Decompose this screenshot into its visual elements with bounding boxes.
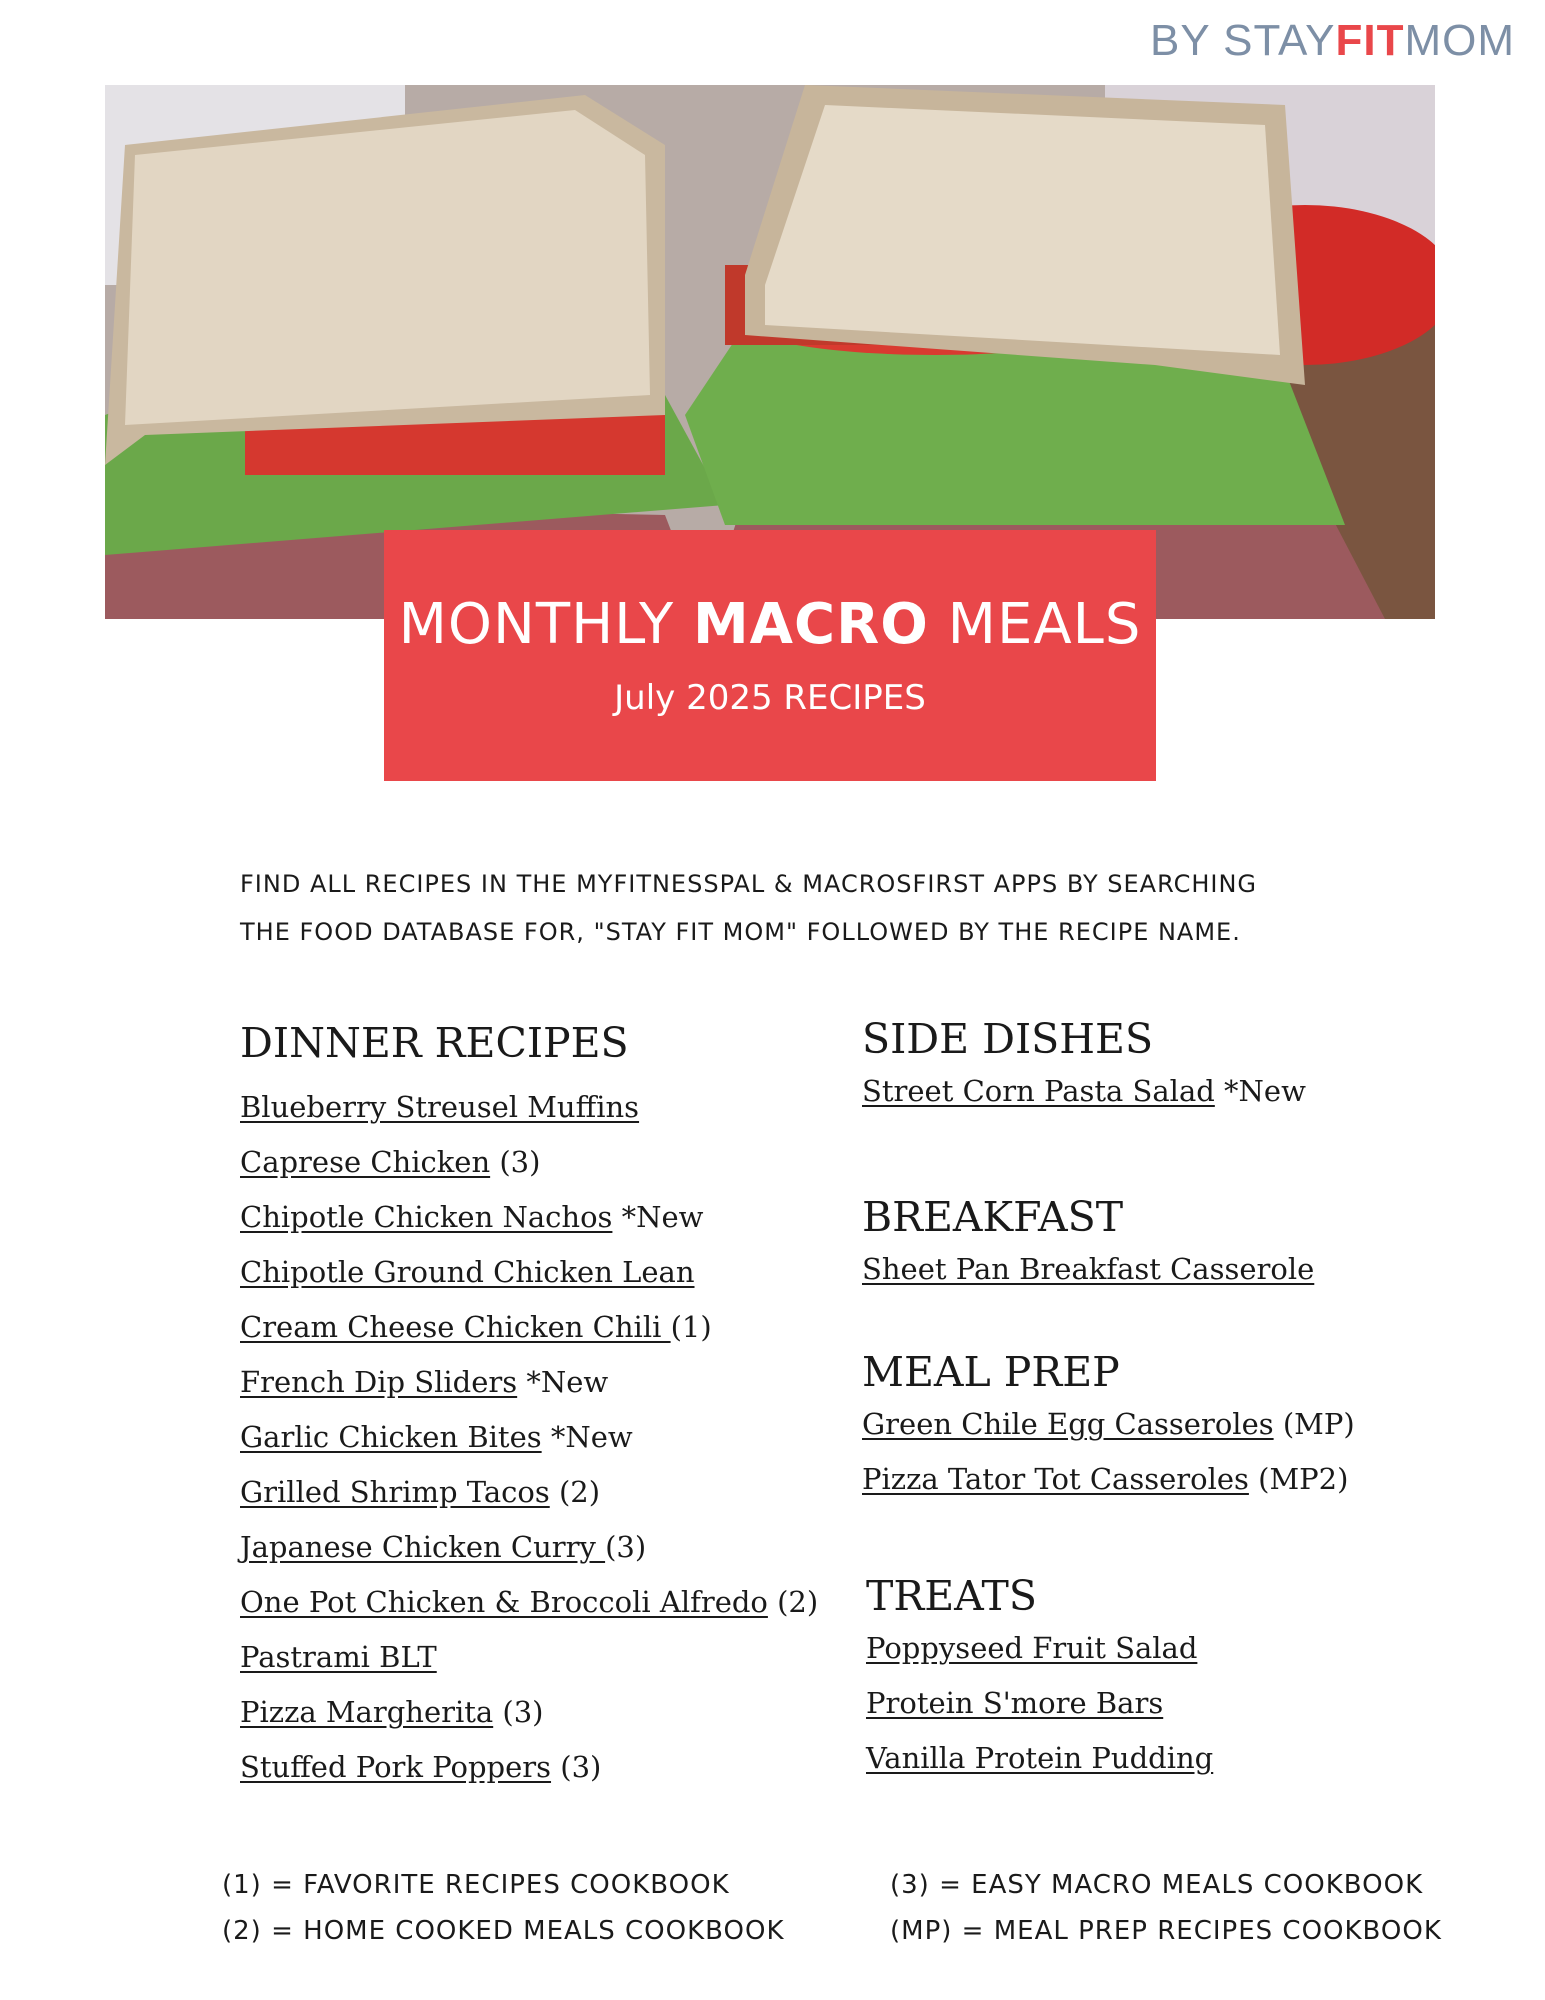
recipe-item — [240, 1740, 818, 1795]
recipe-link[interactable]: Sheet Pan Breakfast Casserole — [862, 1252, 1315, 1286]
recipe-link[interactable]: Japanese Chicken Curry — [240, 1530, 606, 1564]
recipe-item — [866, 1621, 1213, 1676]
recipe-link[interactable]: Poppyseed Fruit Salad — [866, 1631, 1198, 1665]
recipe-link[interactable]: Chipotle Chicken Nachos — [240, 1200, 613, 1234]
intro-line-1: FIND ALL RECIPES IN THE MYFITNESSPAL & MACROSFIRST APPS BY SEARCHING — [240, 870, 1258, 898]
breakfast-heading: BREAKFAST — [862, 1193, 1124, 1241]
title-bold: MACRO — [692, 592, 929, 657]
recipe-item — [862, 1452, 1355, 1507]
recipe-note: *New — [612, 1200, 704, 1234]
intro-line-2: THE FOOD DATABASE FOR, "STAY FIT MOM" FOLLOWED BY THE RECIPE NAME. — [240, 918, 1241, 946]
side-dishes-list — [862, 1064, 1306, 1119]
recipe-link[interactable]: Street Corn Pasta Salad — [862, 1074, 1215, 1108]
treats-list — [866, 1621, 1213, 1786]
recipe-link[interactable]: Green Chile Egg Casseroles — [862, 1407, 1274, 1441]
legend-item-3: (3) = EASY MACRO MEALS COOKBOOK — [890, 1870, 1424, 1900]
recipe-item — [862, 1064, 1306, 1119]
page-title — [384, 592, 1156, 657]
recipe-item — [240, 1465, 818, 1520]
recipe-link[interactable]: Stuffed Pork Poppers — [240, 1750, 552, 1784]
brand-logo — [1150, 16, 1515, 66]
recipe-note: *New — [517, 1365, 609, 1399]
recipe-item — [240, 1190, 818, 1245]
recipe-link[interactable]: One Pot Chicken & Broccoli Alfredo — [240, 1585, 768, 1619]
treats-section — [866, 1571, 1213, 1786]
recipe-note: *New — [1214, 1074, 1306, 1108]
recipe-item — [240, 1575, 818, 1630]
recipe-note: (MP2) — [1248, 1462, 1349, 1496]
title-banner — [384, 530, 1156, 781]
dinner-list — [240, 1080, 818, 1795]
dinner-section — [240, 1018, 818, 1795]
recipe-note: (1) — [670, 1310, 712, 1344]
recipe-item — [240, 1685, 818, 1740]
recipe-link[interactable]: Chipotle Ground Chicken Lean — [240, 1255, 695, 1289]
recipe-link[interactable]: Grilled Shrimp Tacos — [240, 1475, 550, 1509]
recipe-item — [240, 1520, 818, 1575]
recipe-note: (3) — [551, 1750, 602, 1784]
legend-left — [222, 1862, 785, 1954]
recipe-note: (MP) — [1273, 1407, 1355, 1441]
brand-by: BY STAY — [1149, 16, 1336, 65]
meal-prep-section — [862, 1347, 1355, 1507]
brand-fit: FIT — [1335, 16, 1405, 65]
title-part-1: MONTHLY — [398, 592, 693, 657]
recipe-note: (3) — [490, 1145, 541, 1179]
legend-item-4: (MP) = MEAL PREP RECIPES COOKBOOK — [890, 1916, 1442, 1946]
recipe-item — [240, 1245, 818, 1300]
recipe-item — [862, 1397, 1355, 1452]
recipe-note: (2) — [767, 1585, 819, 1619]
recipe-link[interactable]: Garlic Chicken Bites — [240, 1420, 542, 1454]
breakfast-section — [862, 1192, 1314, 1297]
legend-item-2: (2) = HOME COOKED MEALS COOKBOOK — [222, 1916, 785, 1946]
page-subtitle: July 2025 RECIPES — [614, 678, 926, 718]
recipe-item — [866, 1731, 1213, 1786]
recipe-link[interactable]: Cream Cheese Chicken Chili — [240, 1310, 671, 1344]
brand-mom: MOM — [1404, 16, 1515, 65]
recipe-note: (3) — [605, 1530, 647, 1564]
recipe-item — [240, 1135, 818, 1190]
recipe-link[interactable]: Pizza Margherita — [240, 1695, 494, 1729]
recipe-link[interactable]: Protein S'more Bars — [866, 1686, 1164, 1720]
recipe-link[interactable]: Pizza Tator Tot Casseroles — [862, 1462, 1249, 1496]
treats-heading: TREATS — [866, 1572, 1037, 1620]
recipe-item — [240, 1630, 818, 1685]
recipe-link[interactable]: Pastrami BLT — [240, 1640, 437, 1674]
breakfast-list — [862, 1242, 1314, 1297]
intro-text — [240, 860, 1360, 956]
recipe-item — [866, 1676, 1213, 1731]
recipe-link[interactable]: Vanilla Protein Pudding — [866, 1741, 1214, 1775]
recipe-item — [240, 1410, 818, 1465]
side-dishes-heading: SIDE DISHES — [862, 1015, 1154, 1063]
recipe-item — [240, 1355, 818, 1410]
title-part-2: MEALS — [928, 592, 1142, 657]
meal-prep-list — [862, 1397, 1355, 1507]
legend-item-1: (1) = FAVORITE RECIPES COOKBOOK — [222, 1870, 730, 1900]
recipe-note: (2) — [549, 1475, 601, 1509]
meal-prep-heading: MEAL PREP — [862, 1348, 1120, 1396]
recipe-item — [240, 1080, 818, 1135]
recipe-link[interactable]: Blueberry Streusel Muffins — [240, 1090, 640, 1124]
recipe-note: (3) — [493, 1695, 544, 1729]
recipe-link[interactable]: Caprese Chicken — [240, 1145, 491, 1179]
recipe-item — [862, 1242, 1314, 1297]
recipe-item — [240, 1300, 818, 1355]
side-dishes-section — [862, 1014, 1306, 1119]
legend-right — [890, 1862, 1442, 1954]
dinner-heading: DINNER RECIPES — [240, 1019, 629, 1067]
recipe-link[interactable]: French Dip Sliders — [240, 1365, 518, 1399]
recipe-note: *New — [541, 1420, 633, 1454]
